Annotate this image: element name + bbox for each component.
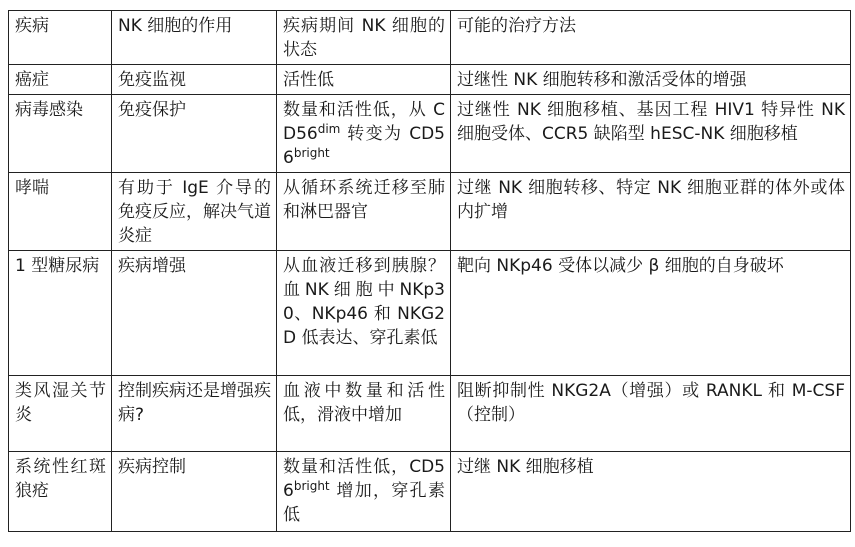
superscript-bright: bright — [293, 146, 330, 160]
cell-disease: 癌症 — [9, 65, 112, 95]
cell-disease: 类风湿关节炎 — [9, 376, 112, 452]
cell-treatment: 阻断抑制性 NKG2A（增强）或 RANKL 和 M-CSF（控制） — [451, 376, 851, 452]
status-text: 数量和活性低，从 CD56 — [283, 100, 445, 144]
cell-nk-role: 有助于 IgE 介导的免疫反应，解决气道炎症 — [112, 173, 277, 251]
cell-nk-role: 控制疾病还是增强疾病? — [112, 376, 277, 452]
table-row — [9, 65, 851, 95]
header-disease: 疾病 — [9, 11, 112, 65]
table-row — [9, 173, 851, 251]
cell-treatment: 过继性 NK 细胞移植、基因工程 HIV1 特异性 NK 细胞受体、CCR5 缺陷型 hESC-NK 细胞移植 — [451, 95, 851, 173]
cell-disease: 病毒感染 — [9, 95, 112, 173]
status-text: 数量和活性低，CD56 — [283, 457, 445, 501]
table-row — [9, 452, 851, 532]
cell-treatment: 过继 NK 细胞移植 — [451, 452, 851, 532]
status-text: 增加，穿孔素低 — [283, 481, 445, 525]
header-treatment: 可能的治疗方法 — [451, 11, 851, 65]
cell-nk-status: 活性低 — [277, 65, 451, 95]
cell-nk-role: 疾病控制 — [112, 452, 277, 532]
cell-nk-status — [277, 452, 451, 532]
header-nk-status: 疾病期间 NK 细胞的状态 — [277, 11, 451, 65]
cell-treatment: 靶向 NKp46 受体以减少 β 细胞的自身破坏 — [451, 251, 851, 376]
nk-cell-disease-table — [8, 10, 851, 532]
cell-disease: 系统性红斑狼疮 — [9, 452, 112, 532]
table-header-row — [9, 11, 851, 65]
cell-nk-status: 血液中数量和活性低，滑液中增加 — [277, 376, 451, 452]
nk-cell-disease-table-container — [8, 10, 850, 532]
cell-nk-status — [277, 95, 451, 173]
superscript-dim: dim — [317, 122, 341, 136]
cell-nk-status: 从血液迁移到胰腺？ 血NK细胞中NKp30、NKp46 和 NKG2D 低表达、穿孔素低 — [277, 251, 451, 376]
superscript-bright: bright — [293, 479, 330, 493]
cell-nk-role: 免疫保护 — [112, 95, 277, 173]
table-row — [9, 251, 851, 376]
cell-nk-status: 从循环系统迁移至肺和淋巴器官 — [277, 173, 451, 251]
cell-nk-role: 免疫监视 — [112, 65, 277, 95]
cell-disease: 1 型糖尿病 — [9, 251, 112, 376]
cell-treatment: 过继性 NK 细胞转移和激活受体的增强 — [451, 65, 851, 95]
header-nk-role: NK 细胞的作用 — [112, 11, 277, 65]
cell-disease: 哮喘 — [9, 173, 112, 251]
table-row — [9, 95, 851, 173]
cell-nk-role: 疾病增强 — [112, 251, 277, 376]
cell-treatment: 过继 NK 细胞转移、特定 NK 细胞亚群的体外或体内扩增 — [451, 173, 851, 251]
table-row — [9, 376, 851, 452]
status-text: 转变为 CD56 — [283, 124, 445, 168]
